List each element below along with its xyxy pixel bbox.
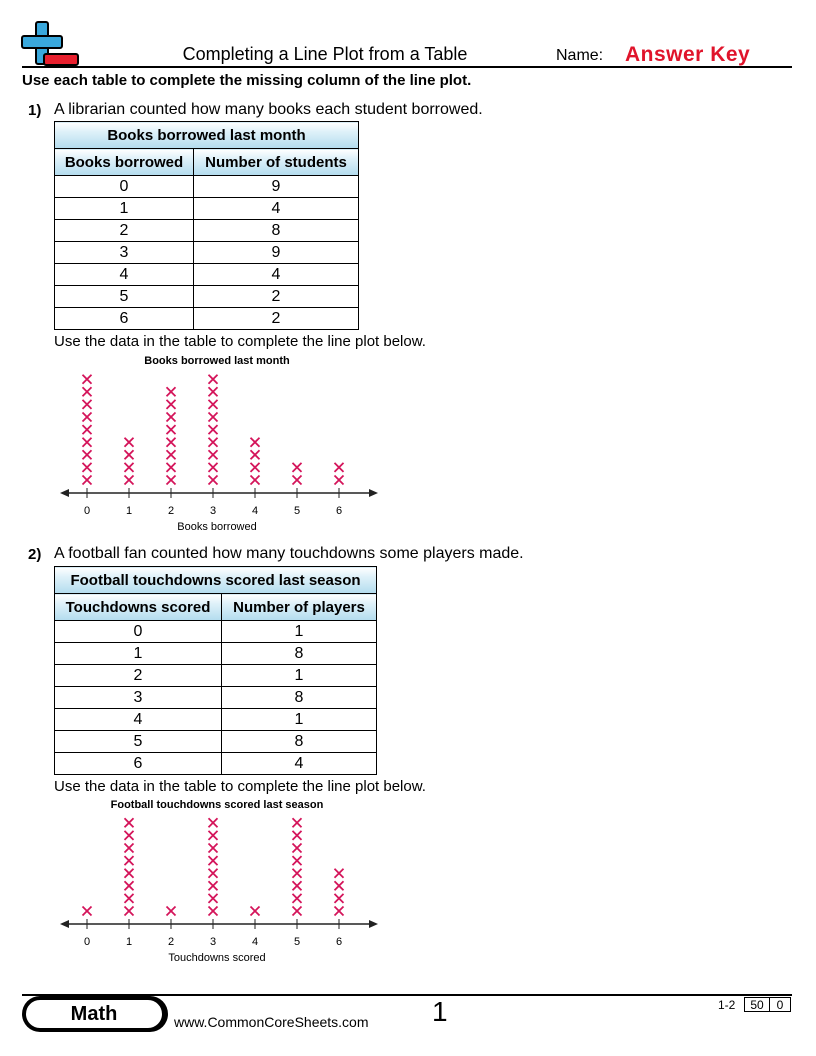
score-total: 50 <box>744 997 770 1012</box>
x-mark <box>209 831 218 840</box>
x-mark <box>125 844 134 853</box>
x-mark <box>293 881 302 890</box>
table-cell: 1 <box>55 198 194 220</box>
x-mark <box>251 450 260 459</box>
table-cell: 1 <box>55 643 222 665</box>
tick-label: 3 <box>209 936 217 948</box>
table-cell: 6 <box>55 753 222 775</box>
table-cell: 8 <box>222 643 377 665</box>
tick-label: 4 <box>251 936 259 948</box>
subject-badge: Math <box>24 998 164 1030</box>
table-row <box>55 242 359 264</box>
table-row <box>55 264 359 286</box>
x-mark <box>167 450 176 459</box>
table-row <box>55 176 359 198</box>
x-mark <box>293 831 302 840</box>
table-cell: 1 <box>222 709 377 731</box>
arrow-right-icon <box>369 489 378 497</box>
table-cell: 2 <box>55 665 222 687</box>
problem-2-number: 2) <box>28 546 42 563</box>
x-mark <box>83 438 92 447</box>
x-mark <box>209 425 218 434</box>
x-mark <box>83 375 92 384</box>
x-mark <box>335 907 344 916</box>
tick-label: 0 <box>83 505 91 517</box>
website-link[interactable]: www.CommonCoreSheets.com <box>174 1014 369 1030</box>
x-mark <box>335 463 344 472</box>
table-row <box>55 621 377 643</box>
x-mark <box>251 476 260 485</box>
x-mark <box>125 869 134 878</box>
x-mark <box>125 831 134 840</box>
table-cell: 2 <box>55 220 194 242</box>
score-min: 0 <box>769 997 791 1012</box>
tick-label: 3 <box>209 505 217 517</box>
x-mark <box>125 856 134 865</box>
name-label: Name: <box>556 47 604 64</box>
tick-label: 1 <box>125 505 133 517</box>
x-mark <box>83 463 92 472</box>
x-mark <box>209 856 218 865</box>
table-cell: 1 <box>222 665 377 687</box>
table-cell: 1 <box>222 621 377 643</box>
x-mark <box>335 869 344 878</box>
tick-label: 2 <box>167 505 175 517</box>
tick-label: 1 <box>125 936 133 948</box>
x-mark <box>125 894 134 903</box>
table-header-col1: Books borrowed <box>55 149 194 176</box>
table-cell: 4 <box>55 264 194 286</box>
x-mark <box>251 438 260 447</box>
table-row <box>55 643 377 665</box>
table-cell: 6 <box>55 308 194 330</box>
x-mark <box>167 387 176 396</box>
x-mark <box>83 476 92 485</box>
x-mark <box>209 450 218 459</box>
tick-label: 5 <box>293 505 301 517</box>
x-mark <box>293 856 302 865</box>
x-mark <box>209 844 218 853</box>
problem-2-line-plot <box>0 796 420 966</box>
x-mark <box>293 894 302 903</box>
problem-1-question: A librarian counted how many books each student borrowed. <box>54 101 483 118</box>
table-row <box>55 753 377 775</box>
x-mark <box>83 413 92 422</box>
x-mark <box>83 387 92 396</box>
table-row <box>55 731 377 753</box>
table-row <box>55 286 359 308</box>
x-mark <box>335 881 344 890</box>
x-mark <box>125 463 134 472</box>
x-mark <box>293 869 302 878</box>
x-mark <box>83 400 92 409</box>
problem-2-question: A football fan counted how many touchdowns some players made. <box>54 545 524 562</box>
x-mark <box>209 476 218 485</box>
table-cell: 4 <box>194 264 359 286</box>
x-mark <box>167 425 176 434</box>
table-cell: 9 <box>194 242 359 264</box>
table-row <box>55 709 377 731</box>
arrow-right-icon <box>369 920 378 928</box>
x-mark <box>167 400 176 409</box>
table-cell: 5 <box>55 286 194 308</box>
x-mark <box>251 907 260 916</box>
x-mark <box>209 881 218 890</box>
table-cell: 8 <box>194 220 359 242</box>
x-mark <box>83 425 92 434</box>
table-cell: 3 <box>55 242 194 264</box>
table-caption: Books borrowed last month <box>55 122 359 149</box>
tick-label: 6 <box>335 936 343 948</box>
problem-range: 1-2 <box>718 998 736 1012</box>
x-mark <box>125 881 134 890</box>
x-mark <box>209 413 218 422</box>
table-row <box>55 308 359 330</box>
x-mark <box>125 438 134 447</box>
table-cell: 8 <box>222 731 377 753</box>
table-row <box>55 665 377 687</box>
plot-title: Books borrowed last month <box>144 355 290 367</box>
table-cell: 4 <box>194 198 359 220</box>
table-cell: 2 <box>194 308 359 330</box>
x-axis-label: Touchdowns scored <box>168 952 266 964</box>
x-mark <box>251 463 260 472</box>
table-cell: 2 <box>194 286 359 308</box>
table-header-col2: Number of students <box>194 149 359 176</box>
x-mark <box>209 463 218 472</box>
tick-label: 2 <box>167 936 175 948</box>
x-mark <box>83 907 92 916</box>
x-axis-label: Books borrowed <box>177 521 257 533</box>
x-mark <box>167 463 176 472</box>
x-mark <box>293 844 302 853</box>
table-cell: 0 <box>55 176 194 198</box>
tick-label: 0 <box>83 936 91 948</box>
table-row <box>55 687 377 709</box>
x-mark <box>167 907 176 916</box>
table-cell: 0 <box>55 621 222 643</box>
x-mark <box>83 450 92 459</box>
page-title: Completing a Line Plot from a Table <box>182 44 468 64</box>
tick-label: 4 <box>251 505 259 517</box>
x-mark <box>209 869 218 878</box>
problem-1-line-plot <box>0 352 420 537</box>
x-mark <box>167 413 176 422</box>
table-header-col1: Touchdowns scored <box>55 594 222 621</box>
x-mark <box>125 476 134 485</box>
x-mark <box>209 438 218 447</box>
plot-title: Football touchdowns scored last season <box>110 799 324 811</box>
x-mark <box>209 894 218 903</box>
table-cell: 8 <box>222 687 377 709</box>
table-cell: 3 <box>55 687 222 709</box>
x-mark <box>209 907 218 916</box>
problem-1-table <box>54 121 359 330</box>
x-mark <box>125 450 134 459</box>
x-mark <box>293 476 302 485</box>
x-mark <box>335 894 344 903</box>
table-cell: 9 <box>194 176 359 198</box>
problem-1-number: 1) <box>28 102 42 119</box>
table-caption: Football touchdowns scored last season <box>55 567 377 594</box>
tick-label: 6 <box>335 505 343 517</box>
x-mark <box>293 463 302 472</box>
table-row <box>55 198 359 220</box>
header-divider <box>22 66 792 68</box>
table-header-col2: Number of players <box>222 594 377 621</box>
arrow-left-icon <box>60 489 69 497</box>
x-mark <box>335 476 344 485</box>
x-mark <box>125 907 134 916</box>
problem-1-plot-instruction: Use the data in the table to complete the line plot below. <box>54 333 426 350</box>
x-mark <box>209 818 218 827</box>
x-mark <box>293 818 302 827</box>
table-cell: 4 <box>222 753 377 775</box>
table-cell: 4 <box>55 709 222 731</box>
x-mark <box>125 818 134 827</box>
page-number: 1 <box>432 996 448 1027</box>
x-mark <box>209 375 218 384</box>
tick-label: 5 <box>293 936 301 948</box>
x-mark <box>167 476 176 485</box>
x-mark <box>209 400 218 409</box>
instructions: Use each table to complete the missing column of the line plot. <box>22 72 472 89</box>
arrow-left-icon <box>60 920 69 928</box>
table-cell: 5 <box>55 731 222 753</box>
answer-key-label: Answer Key <box>625 43 751 66</box>
table-row <box>55 220 359 242</box>
problem-2-table <box>54 566 377 775</box>
x-mark <box>167 438 176 447</box>
x-mark <box>209 387 218 396</box>
problem-2-plot-instruction: Use the data in the table to complete the line plot below. <box>54 778 426 795</box>
x-mark <box>293 907 302 916</box>
